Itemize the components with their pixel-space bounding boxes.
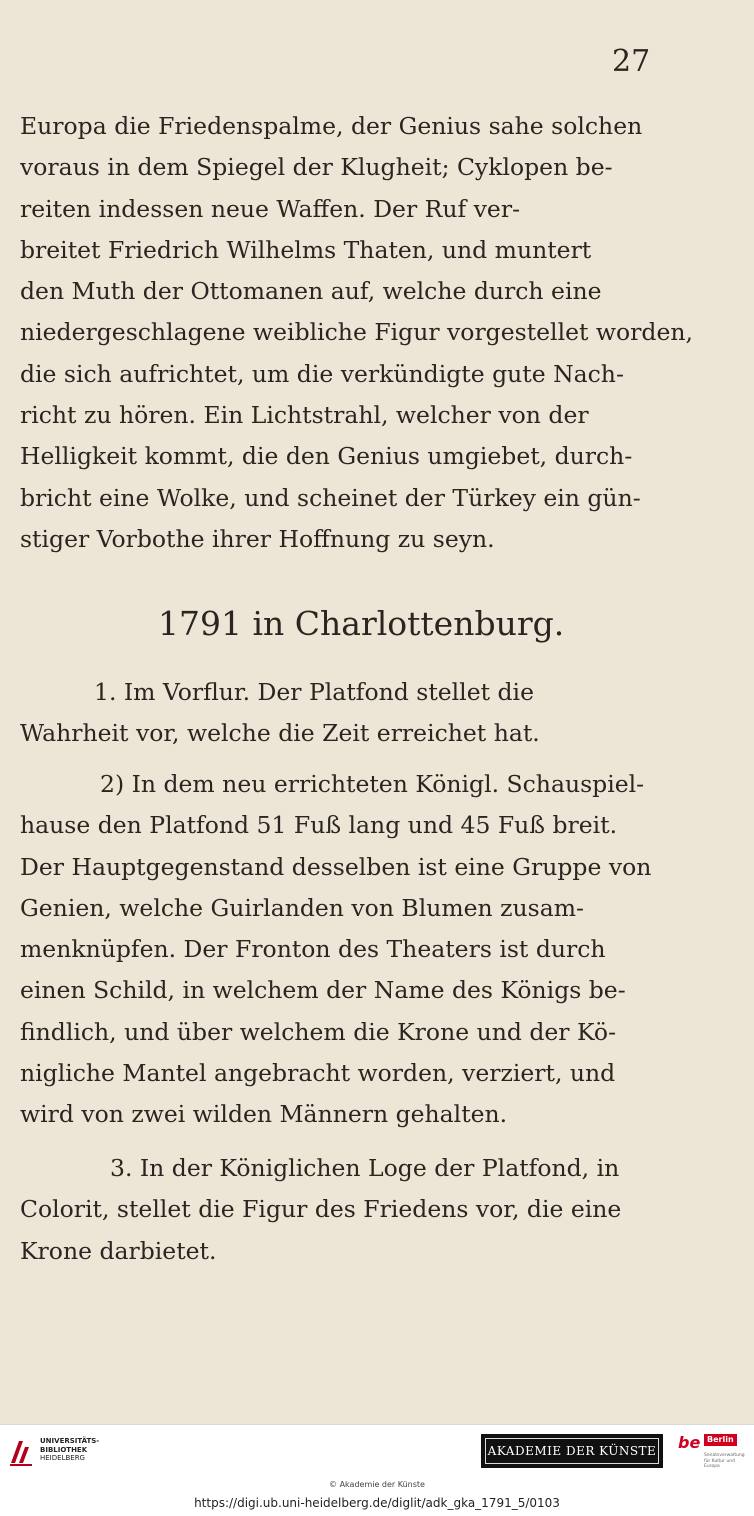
text-line: Colorit, stellet die Figur des Friedens vor, die eine — [20, 1195, 622, 1224]
text-line: menknüpfen. Der Fronton des Theaters ist durch — [20, 935, 606, 964]
text-line: 1. Im Vorflur. Der Platfond stellet die — [94, 678, 534, 706]
ub-line: BIBLIOTHEK — [40, 1445, 88, 1454]
berlin-senate-logo[interactable] — [678, 1431, 744, 1475]
paragraph-continuation — [20, 106, 700, 560]
text-line: Helligkeit kommt, die den Genius umgiebet, durch- — [20, 442, 633, 471]
ub-line: UNIVERSITÄTS- — [40, 1437, 100, 1445]
ub-heidelberg-mark-icon — [8, 1437, 34, 1467]
text-line: 3. In der Königlichen Loge der Platfond, in — [110, 1154, 620, 1182]
item-3 — [20, 1148, 700, 1272]
be-mark: be — [678, 1433, 701, 1452]
text-line: bricht eine Wolke, und scheinet der Türkey ein gün- — [20, 483, 641, 512]
page-number: 27 — [612, 44, 651, 79]
text-line: 2) In dem neu errichteten Königl. Schauspiel- — [100, 770, 645, 798]
text-line: wird von zwei wilden Männern gehalten. — [20, 1100, 508, 1129]
ub-line: HEIDELBERG — [40, 1454, 85, 1462]
copyright-notice: © Akademie der Künste — [329, 1480, 425, 1489]
be-subtitle: Senatsverwaltung für Kultur und Europa — [704, 1453, 745, 1469]
text-line: Genien, welche Guirlanden von Blumen zusam- — [20, 893, 584, 922]
permalink-url[interactable]: https://digi.ub.uni-heidelberg.de/diglit/adk_gka_1791_5/0103 — [194, 1496, 560, 1510]
be-berlin-badge: Berlin — [704, 1434, 737, 1446]
text-line: hause den Platfond 51 Fuß lang und 45 Fuß breit. — [20, 811, 618, 840]
text-line: Europa die Friedenspalme, der Genius sahe solchen — [20, 112, 643, 140]
akademie-der-kuenste-logo[interactable] — [481, 1434, 663, 1468]
text-line: findlich, und über welchem die Krone und der Kö- — [20, 1017, 617, 1046]
text-line: breitet Friedrich Wilhelms Thaten, und muntert — [20, 235, 592, 264]
text-line: stiger Vorbothe ihrer Hoffnung zu seyn. — [20, 524, 495, 553]
text-line: Der Hauptgegenstand desselben ist eine Gruppe von — [20, 852, 652, 881]
item-1 — [20, 672, 700, 755]
ub-heidelberg-logo[interactable] — [8, 1433, 118, 1473]
text-line: niedergeschlagene weibliche Figur vorgestellet worden, — [20, 318, 693, 347]
adk-label: AKADEMIE DER KÜNSTE — [485, 1438, 659, 1464]
sponsor-footer — [0, 1424, 754, 1479]
text-line: einen Schild, in welchem der Name des Königs be- — [20, 976, 626, 1005]
text-line: nigliche Mantel angebracht worden, verziert, und — [20, 1059, 616, 1088]
text-line: Krone darbietet. — [20, 1236, 217, 1265]
section-heading: 1791 in Charlottenburg. — [158, 604, 565, 643]
text-line: Wahrheit vor, welche die Zeit erreichet hat. — [20, 719, 540, 748]
text-line: richt zu hören. Ein Lichtstrahl, welcher von der — [20, 401, 589, 430]
text-line: voraus in dem Spiegel der Klugheit; Cyklopen be- — [20, 153, 613, 182]
text-line: den Muth der Ottomanen auf, welche durch eine — [20, 277, 602, 306]
ub-heidelberg-text — [40, 1437, 99, 1463]
text-line: die sich aufrichtet, um die verkündigte gute Nach- — [20, 359, 624, 388]
item-2 — [20, 764, 700, 1136]
text-line: reiten indessen neue Waffen. Der Ruf ver- — [20, 194, 521, 223]
